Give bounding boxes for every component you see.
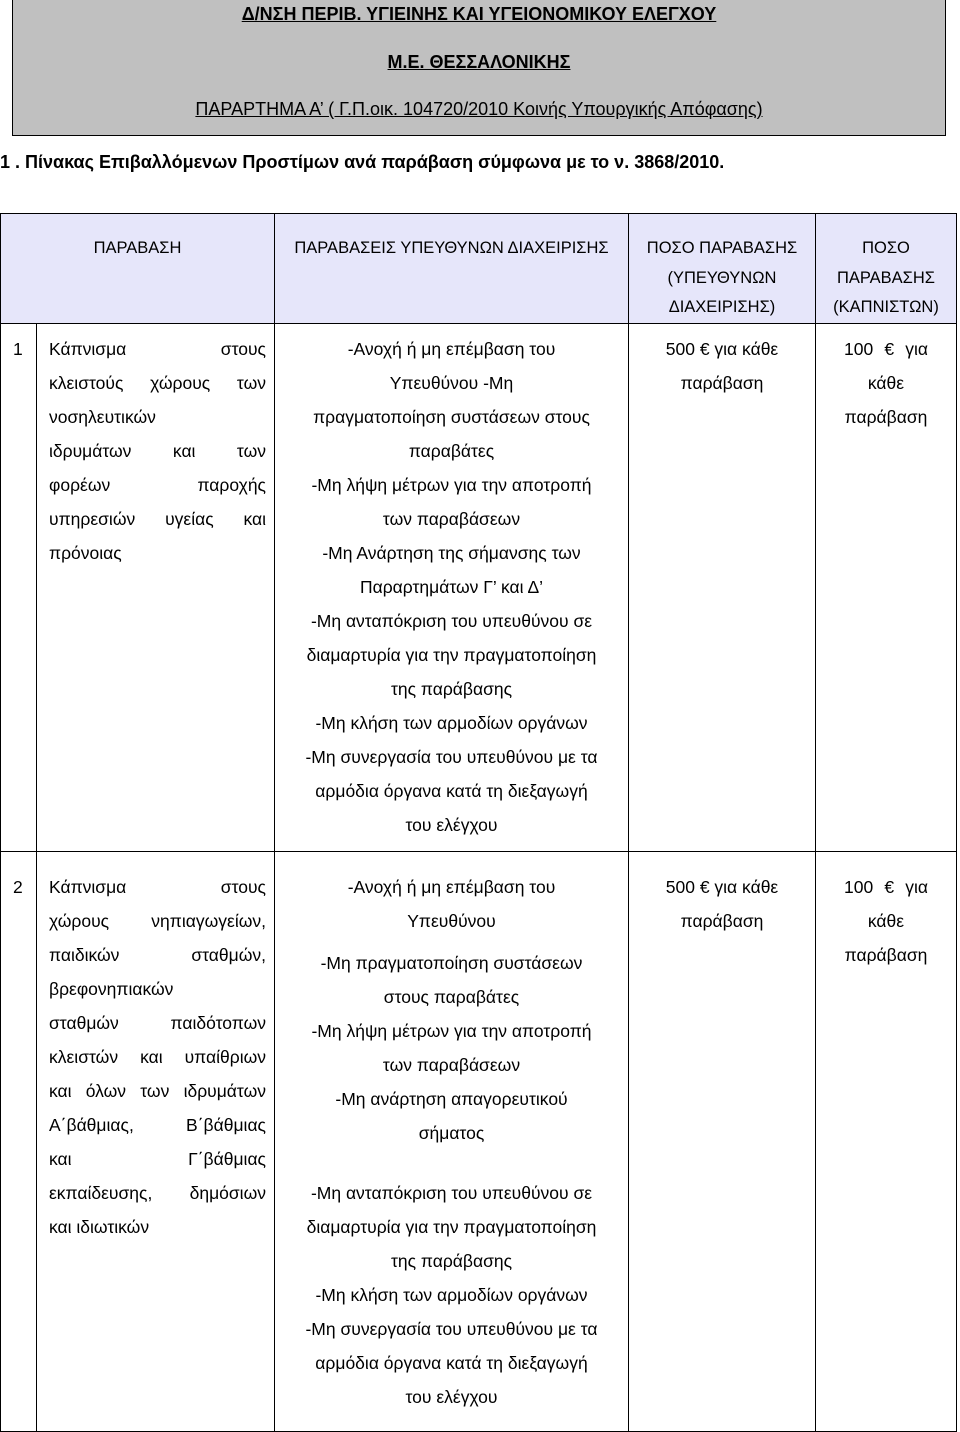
table-row: [1, 324, 957, 852]
amount-responsible-cell: 500 € για κάθε παράβαση: [629, 852, 816, 1432]
column-header-violation: ΠΑΡΑΒΑΣΗ: [1, 214, 275, 324]
amount-smokers-cell: 100 € για κάθε παράβαση: [816, 324, 957, 852]
column-header-amount-smokers: ΠΟΣΟ ΠΑΡΑΒΑΣΗΣ (ΚΑΠΝΙΣΤΩΝ): [816, 214, 957, 324]
responsible-violations-cell: -Ανοχή ή μη επέμβαση του Υπευθύνου -Μη πραγματοποίηση συστάσεων στους παραβάτες -Μη λήψη μέτρων για την αποτροπή των παραβάσεων -Μη Ανάρτηση της σήμανσης των Παραρτημάτων Γ’ και Δ’ -Μη ανταπόκριση του υπευθύνου σε διαμαρτυρία για την πραγματοποίηση της παράβασης -Μη κλήση των αρμοδίων οργάνων -Μη συνεργασία του υπευθύνου με τα αρμόδια όργανα κατά τη διεξαγωγή του ελέγχου: [275, 324, 629, 852]
table-caption: 1 . Πίνακας Επιβαλλόμενων Προστίμων ανά παράβαση σύμφωνα με το ν. 3868/2010.: [0, 152, 725, 172]
responsible-violations-cell: -Ανοχή ή μη επέμβαση του Υπευθύνου -Μη πραγματοποίηση συστάσεων στους παραβάτες -Μη λήψη μέτρων για την αποτροπή των παραβάσεων -Μη ανάρτηση απαγορευτικού σήματος -Μη ανταπόκριση του υπευθύνου σε διαμαρτυρία για την πραγματοποίηση της παράβασης -Μη κλήση των αρμοδίων οργάνων -Μη συνεργασία του υπευθύνου με τα αρμόδια όργανα κατά τη διεξαγωγή του ελέγχου: [275, 852, 629, 1432]
table-row: [1, 852, 957, 1432]
amount-smokers-cell: 100 € για κάθε παράβαση: [816, 852, 957, 1432]
directorate-title: Δ/ΝΣΗ ΠΕΡΙΒ. ΥΓΙΕΙΝΗΣ ΚΑΙ ΥΓΕΙΟΝΟΜΙΚΟΥ ΕΛΕΓΧΟΥ: [241, 4, 717, 24]
fines-table: [0, 213, 957, 1432]
row-number: 1: [1, 324, 37, 852]
violation-cell: Κάπνισμα στους χώρους νηπιαγωγείων, παιδικών σταθμών, βρεφονηπιακών σταθμών παιδότοπων κλειστών και υπαίθριων και όλων των ιδρυμάτων Α΄βάθμιας, Β΄βάθμιας και Γ΄βάθμιας εκπαίδευσης, δημόσιων και ιδιωτικών: [37, 852, 275, 1432]
amount-responsible-cell: 500 € για κάθε παράβαση: [629, 324, 816, 852]
violation-cell: Κάπνισμα στους κλειστούς χώρους των νοσηλευτικών ιδρυμάτων και των φορέων παροχής υπηρεσιών υγείας και πρόνοιας: [37, 324, 275, 852]
annex-title: ΠΑΡΑΡΤΗΜΑ Α’ ( Γ.Π.οικ. 104720/2010 Κοινής Υπουργικής Απόφασης): [195, 99, 763, 119]
table-header-row: [1, 214, 957, 324]
row-number: 2: [1, 852, 37, 1432]
column-header-responsible-violations: ΠΑΡΑΒΑΣΕΙΣ ΥΠΕΥΘΥΝΩΝ ΔΙΑΧΕΙΡΙΣΗΣ: [275, 214, 629, 324]
region-title: Μ.Ε. ΘΕΣΣΑΛΟΝΙΚΗΣ: [387, 52, 571, 72]
column-header-amount-responsible: ΠΟΣΟ ΠΑΡΑΒΑΣΗΣ (ΥΠΕΥΘΥΝΩΝ ΔΙΑΧΕΙΡΙΣΗΣ): [629, 214, 816, 324]
document-header: [12, 0, 946, 136]
